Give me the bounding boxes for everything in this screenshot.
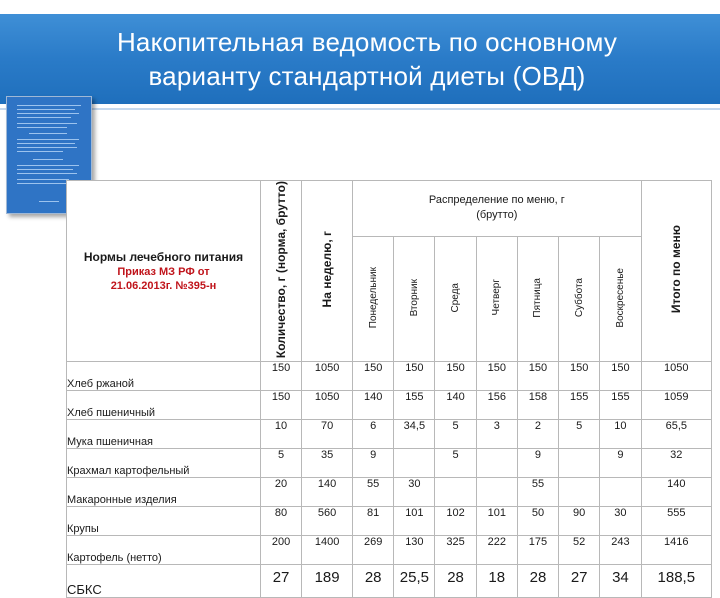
product-name: Крупы xyxy=(67,507,261,536)
day-cell: 222 xyxy=(476,536,517,565)
day-header-saturday xyxy=(559,236,600,361)
day-cell: 175 xyxy=(517,536,558,565)
week-cell: 1400 xyxy=(302,536,353,565)
day-cell: 5 xyxy=(559,420,600,449)
total-header-label: Итого по меню xyxy=(669,225,684,314)
day-cell: 18 xyxy=(476,565,517,598)
total-row-name: СБКС xyxy=(67,565,261,598)
thumbnail-line xyxy=(17,169,73,170)
product-name: Картофель (нетто) xyxy=(67,536,261,565)
table-row xyxy=(67,391,712,420)
day-cell: 150 xyxy=(394,362,435,391)
thumbnail-line xyxy=(17,179,69,180)
day-header-monday xyxy=(353,236,394,361)
norms-header xyxy=(67,181,261,362)
qty-header-label: Количество, г (норма, брутто) xyxy=(274,181,289,359)
header-row-1 xyxy=(67,181,712,237)
total-row xyxy=(67,565,712,598)
day-cell: 140 xyxy=(353,391,394,420)
thumbnail-line xyxy=(17,173,77,174)
week-cell: 189 xyxy=(302,565,353,598)
day-cell: 101 xyxy=(394,507,435,536)
thumbnail-line xyxy=(17,117,71,118)
day-cell: 28 xyxy=(517,565,558,598)
day-cell: 150 xyxy=(435,362,476,391)
day-header-friday xyxy=(517,236,558,361)
day-label: Пятница xyxy=(532,277,544,318)
qty-cell: 10 xyxy=(260,420,301,449)
total-cell: 1416 xyxy=(641,536,711,565)
product-name: Крахмал картофельный xyxy=(67,449,261,478)
day-label: Воскресенье xyxy=(614,267,626,328)
day-cell: 30 xyxy=(600,507,641,536)
table-row xyxy=(67,362,712,391)
day-cell: 150 xyxy=(476,362,517,391)
day-cell: 28 xyxy=(353,565,394,598)
thumbnail-line xyxy=(29,133,67,134)
total-cell: 188,5 xyxy=(641,565,711,598)
day-cell: 34 xyxy=(600,565,641,598)
day-cell: 34,5 xyxy=(394,420,435,449)
total-cell: 555 xyxy=(641,507,711,536)
day-cell: 269 xyxy=(353,536,394,565)
qty-cell: 150 xyxy=(260,391,301,420)
day-header-tuesday xyxy=(394,236,435,361)
day-cell: 150 xyxy=(353,362,394,391)
product-name: Хлеб пшеничный xyxy=(67,391,261,420)
day-cell: 30 xyxy=(394,478,435,507)
day-header-thursday xyxy=(476,236,517,361)
day-label: Суббота xyxy=(573,277,585,317)
day-cell xyxy=(394,449,435,478)
week-cell: 1050 xyxy=(302,391,353,420)
day-cell: 140 xyxy=(435,391,476,420)
thumbnail-line xyxy=(17,109,75,110)
thumbnail-line xyxy=(17,113,79,114)
slide-header-inner xyxy=(14,14,720,104)
day-cell: 102 xyxy=(435,507,476,536)
day-cell: 52 xyxy=(559,536,600,565)
day-cell xyxy=(600,478,641,507)
week-cell: 1050 xyxy=(302,362,353,391)
qty-cell: 20 xyxy=(260,478,301,507)
day-cell xyxy=(559,478,600,507)
thumbnail-line xyxy=(33,159,63,160)
day-cell: 27 xyxy=(559,565,600,598)
total-cell: 32 xyxy=(641,449,711,478)
day-cell: 55 xyxy=(517,478,558,507)
thumbnail-line xyxy=(17,147,77,148)
week-header xyxy=(302,181,353,362)
day-cell: 9 xyxy=(353,449,394,478)
day-cell: 150 xyxy=(600,362,641,391)
day-header-sunday xyxy=(600,236,641,361)
thumbnail-line xyxy=(17,123,77,124)
day-cell: 3 xyxy=(476,420,517,449)
day-cell: 10 xyxy=(600,420,641,449)
week-header-label: На неделю, г xyxy=(320,231,335,308)
day-cell: 5 xyxy=(435,420,476,449)
day-cell: 9 xyxy=(517,449,558,478)
thumbnail-line xyxy=(17,151,63,152)
day-cell: 81 xyxy=(353,507,394,536)
distribution-header-line-2: (брутто) xyxy=(476,209,518,222)
header-divider xyxy=(0,108,720,110)
slide-title-line-1: Накопительная ведомость по основному xyxy=(116,27,618,57)
product-name: Хлеб ржаной xyxy=(67,362,261,391)
day-cell: 28 xyxy=(435,565,476,598)
day-cell: 150 xyxy=(517,362,558,391)
thumbnail-line xyxy=(17,143,75,144)
qty-cell: 5 xyxy=(260,449,301,478)
day-cell: 158 xyxy=(517,391,558,420)
thumbnail-line xyxy=(17,127,67,128)
norms-order-line-2: 21.06.2013г. №395-н xyxy=(110,279,217,292)
norms-order-line-1: Приказ МЗ РФ от xyxy=(117,265,210,278)
qty-cell: 27 xyxy=(260,565,301,598)
day-header-wednesday xyxy=(435,236,476,361)
day-cell xyxy=(435,478,476,507)
product-name: Макаронные изделия xyxy=(67,478,261,507)
week-cell: 560 xyxy=(302,507,353,536)
slide-header xyxy=(0,14,720,104)
day-cell: 156 xyxy=(476,391,517,420)
week-cell: 70 xyxy=(302,420,353,449)
week-cell: 35 xyxy=(302,449,353,478)
qty-cell: 80 xyxy=(260,507,301,536)
day-label: Вторник xyxy=(408,278,420,317)
day-cell: 155 xyxy=(394,391,435,420)
day-label: Среда xyxy=(450,282,462,313)
thumbnail-line xyxy=(39,201,59,202)
table-row xyxy=(67,478,712,507)
week-cell: 140 xyxy=(302,478,353,507)
total-cell: 1059 xyxy=(641,391,711,420)
cumulative-statement-table xyxy=(66,180,712,598)
day-cell: 25,5 xyxy=(394,565,435,598)
day-cell: 130 xyxy=(394,536,435,565)
distribution-header xyxy=(353,181,642,237)
day-cell: 50 xyxy=(517,507,558,536)
thumbnail-line xyxy=(17,165,79,166)
product-name: Мука пшеничная xyxy=(67,420,261,449)
total-header xyxy=(641,181,711,362)
day-cell: 9 xyxy=(600,449,641,478)
day-cell: 5 xyxy=(435,449,476,478)
table-body xyxy=(67,362,712,598)
total-cell: 140 xyxy=(641,478,711,507)
day-cell: 243 xyxy=(600,536,641,565)
thumbnail-line xyxy=(17,139,79,140)
qty-header xyxy=(260,181,301,362)
day-cell: 325 xyxy=(435,536,476,565)
slide-title-line-2: варианту стандартной диеты (ОВД) xyxy=(148,61,586,91)
day-cell xyxy=(559,449,600,478)
day-label: Понедельник xyxy=(367,266,379,328)
day-cell: 101 xyxy=(476,507,517,536)
distribution-header-line-1: Распределение по меню, г xyxy=(428,194,565,207)
total-cell: 1050 xyxy=(641,362,711,391)
day-cell: 6 xyxy=(353,420,394,449)
total-cell: 65,5 xyxy=(641,420,711,449)
day-label: Четверг xyxy=(491,279,503,316)
day-cell: 2 xyxy=(517,420,558,449)
day-cell: 150 xyxy=(559,362,600,391)
day-cell: 90 xyxy=(559,507,600,536)
table-row xyxy=(67,420,712,449)
day-cell: 55 xyxy=(353,478,394,507)
day-cell xyxy=(476,478,517,507)
day-cell: 155 xyxy=(600,391,641,420)
norms-title: Нормы лечебного питания xyxy=(83,249,244,264)
day-cell xyxy=(476,449,517,478)
qty-cell: 200 xyxy=(260,536,301,565)
day-cell: 155 xyxy=(559,391,600,420)
qty-cell: 150 xyxy=(260,362,301,391)
thumbnail-line xyxy=(17,105,81,106)
table-row xyxy=(67,507,712,536)
table-row xyxy=(67,449,712,478)
